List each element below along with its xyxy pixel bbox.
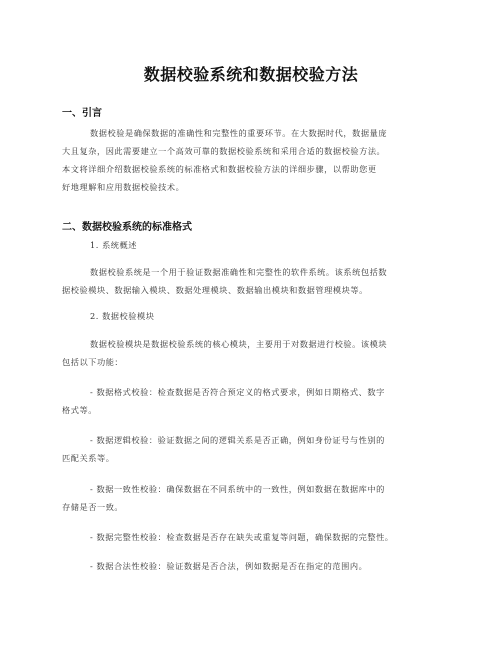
- list-item-legality-check: - 数据合法性校验：验证数据是否合法，例如数据是否在指定的范围内。: [90, 561, 368, 571]
- list-item-format-check-line-2: 格式等。: [62, 405, 97, 415]
- intro-line-4: 好地理解和应用数据校验技术。: [62, 182, 185, 192]
- list-item-consistency-check-line-1: - 数据一致性校验：确保数据在不同系统中的一致性，例如数据在数据库中的: [90, 484, 385, 494]
- intro-line-2: 大且复杂，因此需要建立一个高效可靠的数据校验系统和采用合适的数据校验方法。: [62, 146, 386, 156]
- intro-line-3: 本文将详细介绍数据校验系统的标准格式和数据校验方法的详细步骤，以帮助您更: [62, 164, 377, 174]
- document-title: 数据校验系统和数据校验方法: [143, 65, 359, 84]
- list-item-integrity-check: - 数据完整性校验：检查数据是否存在缺失或重复等问题，确保数据的完整性。: [90, 532, 394, 542]
- overview-line-1: 数据校验系统是一个用于验证数据准确性和完整性的软件系统。该系统包括数: [90, 267, 388, 277]
- list-item-logic-check-line-1: - 数据逻辑校验：验证数据之间的逻辑关系是否正确，例如身份证号与性别的: [90, 435, 385, 445]
- intro-line-1: 数据校验是确保数据的准确性和完整性的重要环节。在大数据时代，数据量庞: [90, 128, 388, 138]
- subsection-title-overview: 1. 系统概述: [90, 240, 138, 250]
- module-line-1: 数据校验模块是数据校验系统的核心模块，主要用于对数据进行校验。该模块: [90, 339, 388, 349]
- list-item-format-check-line-1: - 数据格式校验：检查数据是否符合预定义的格式要求，例如日期格式、数字: [90, 387, 385, 397]
- section-heading-standard-format: 二、数据校验系统的标准格式: [62, 222, 192, 233]
- subsection-title-validation-module: 2. 数据校验模块: [90, 311, 155, 321]
- list-item-logic-check-line-2: 匹配关系等。: [62, 453, 115, 463]
- list-item-consistency-check-line-2: 存储是否一致。: [62, 502, 124, 512]
- module-line-2: 包括以下功能：: [62, 357, 124, 367]
- section-heading-introduction: 一、引言: [62, 108, 102, 119]
- overview-line-2: 据校验模块、数据输入模块、数据处理模块、数据输出模块和数据管理模块等。: [62, 285, 368, 295]
